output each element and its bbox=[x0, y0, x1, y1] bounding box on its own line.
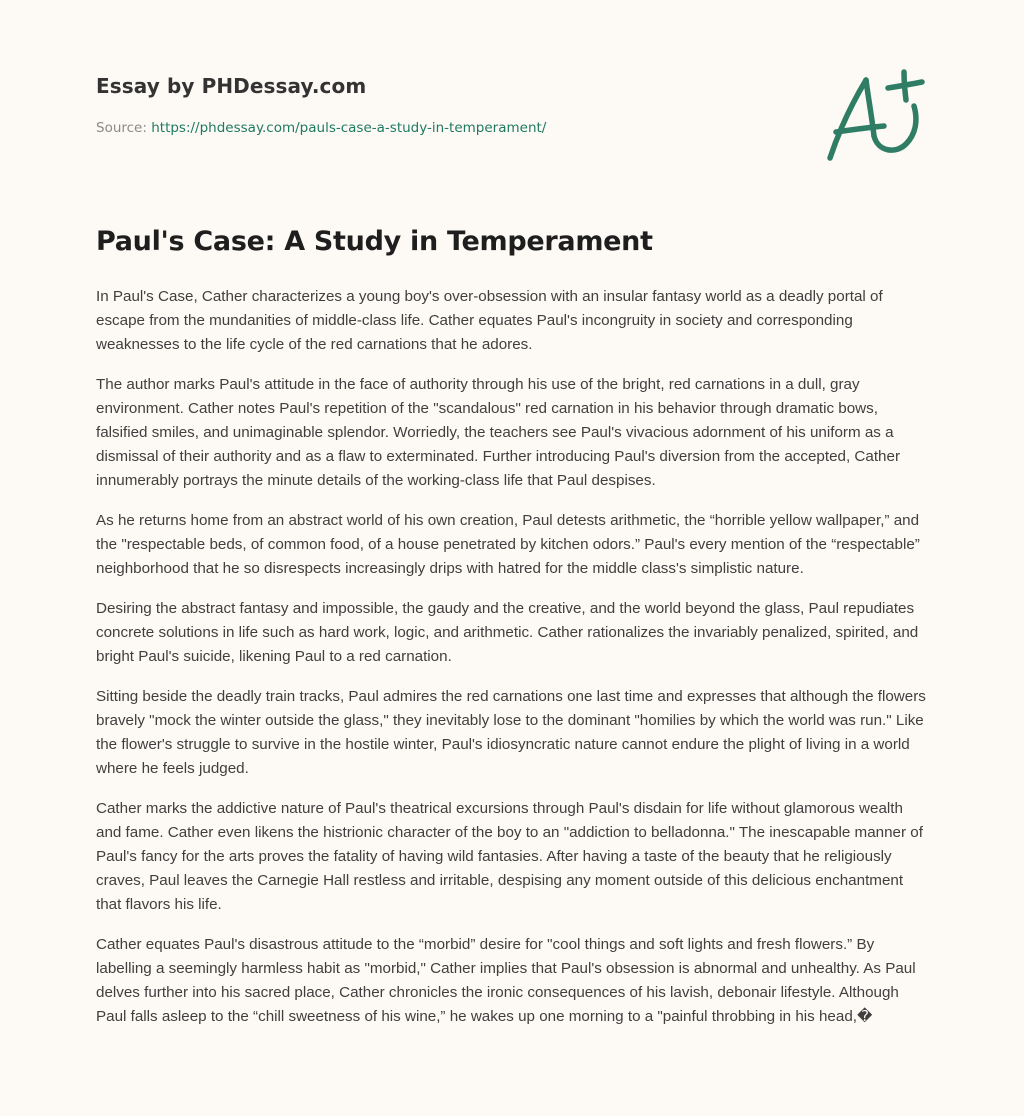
article-title: Paul's Case: A Study in Temperament bbox=[96, 226, 653, 257]
paragraph: Cather equates Paul's disastrous attitude to the “morbid” desire for "cool things and soft lights and fresh flowers.” By labelling a seemingly harmless habit as "morbid," Cather implies that Paul's obsession is abnormal and unhealthy. As Paul delves further into his sacred place, Cather chronicles the ironic consequences of his lavish, debonair lifestyle. Although Paul falls asleep to the “chill sweetness of his wine,” he wakes up one morning to a "painful throbbing in his head,� bbox=[96, 936, 916, 1025]
source-link[interactable]: https://phdessay.com/pauls-case-a-study-in-temperament/ bbox=[151, 120, 547, 136]
paragraph: Sitting beside the deadly train tracks, Paul admires the red carnations one last time and expresses that although the flowers bravely "mock the winter outside the glass," they inevitably lose to the dominant "homilies by which the world was run." Like the flower's struggle to survive in the hostile winter, Paul's idiosyncratic nature cannot endure the plight of living in a world where he feels judged. bbox=[96, 688, 926, 777]
paragraph: As he returns home from an abstract world of his own creation, Paul detests arithmetic, the “horrible yellow wallpaper,” and the "respectable beds, of common food, of a house penetrated by kitchen odors.” Paul's every mention of the “respectable” neighborhood that he so disrespects increasingly drips with hatred for the middle class's simplistic nature. bbox=[96, 512, 920, 577]
source-label: Source: bbox=[96, 120, 147, 136]
brand-title: Essay by PHDessay.com bbox=[96, 74, 367, 98]
paragraph: Desiring the abstract fantasy and impossible, the gaudy and the creative, and the world beyond the glass, Paul repudiates concrete solutions in life such as hard work, logic, and arithmetic. Cather rationalizes the invariably penalized, spirited, and bright Paul's suicide, likening Paul to a red carnation. bbox=[96, 600, 919, 665]
paragraph: Cather marks the addictive nature of Paul's theatrical excursions through Paul's disdain for life without glamorous wealth and fame. Cather even likens the histrionic character of the boy to an "addiction to belladonna." The inescapable manner of Paul's fancy for the arts proves the fatality of having wild fantasies. After having a taste of the beauty that he religiously craves, Paul leaves the Carnegie Hall restless and irritable, despising any moment outside of this delicious enchantment that flavors his life. bbox=[96, 800, 923, 913]
paragraph: In Paul's Case, Cather characterizes a young boy's over-obsession with an insular fantasy world as a deadly portal of escape from the mundanities of middle-class life. Cather equates Paul's incongruity in society and corresponding weaknesses to the life cycle of the red carnations that he adores. bbox=[96, 288, 883, 353]
paragraph: The author marks Paul's attitude in the face of authority through his use of the bright, red carnations in a dull, gray environment. Cather notes Paul's repetition of the "scandalous" red carnation in his behavior through dramatic bows, falsified smiles, and unimaginable splendor. Worriedly, the teachers see Paul's vivacious adornment of his uniform as a dismissal of their authority and as a flaw to exterminated. Further introducing Paul's diversion from the accepted, Cather innumerably portrays the minute details of the working-class life that Paul despises. bbox=[96, 376, 901, 489]
essay-header bbox=[96, 74, 796, 136]
source-line bbox=[96, 120, 796, 136]
article-body bbox=[96, 285, 928, 1045]
a-plus-grade-icon bbox=[822, 66, 932, 166]
